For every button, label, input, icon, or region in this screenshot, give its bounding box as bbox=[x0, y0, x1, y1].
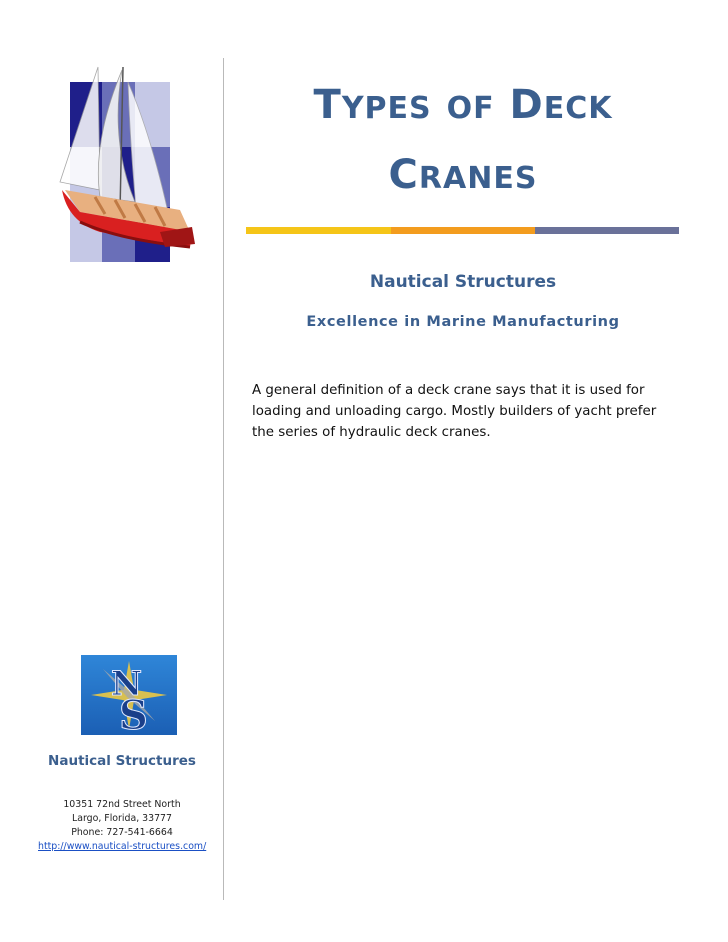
title-word-initial: D bbox=[509, 82, 544, 128]
intro-paragraph: A general definition of a deck crane says that it is used for loading and unloading cargo. Mostly builders of yacht prefer the series of hydraulic deck cranes. bbox=[252, 383, 657, 440]
phone-number: Phone: 727-541-6664 bbox=[71, 827, 173, 838]
title-word-rest: OF bbox=[446, 91, 495, 126]
accent-segment-yellow bbox=[246, 227, 391, 234]
ns-compass-logo-icon bbox=[81, 655, 177, 735]
title-word-rest: YPES bbox=[341, 91, 432, 126]
svg-text:N: N bbox=[111, 664, 143, 704]
accent-segment-slate bbox=[535, 227, 679, 234]
sidebar-company-name: Nautical Structures bbox=[48, 753, 196, 769]
sidebar-divider bbox=[223, 58, 224, 900]
company-name: Nautical Structures bbox=[369, 272, 557, 292]
accent-segment-orange bbox=[391, 227, 535, 234]
title-word-initial: T bbox=[313, 82, 342, 128]
title-word-rest: ECK bbox=[543, 91, 613, 126]
document-title bbox=[246, 72, 680, 212]
title-word-rest: RANES bbox=[418, 161, 538, 196]
tagline: Excellence in Marine Manufacturing bbox=[306, 314, 620, 330]
address-line-2: Largo, Florida, 33777 bbox=[72, 813, 172, 824]
website-link[interactable]: http://www.nautical-structures.com/ bbox=[38, 841, 207, 852]
title-accent-bar bbox=[246, 227, 679, 234]
title-line-2 bbox=[246, 142, 680, 212]
title-line-1 bbox=[246, 72, 680, 142]
svg-text:S: S bbox=[119, 692, 148, 735]
sailboat-icon bbox=[40, 62, 200, 267]
address-line-1: 10351 72nd Street North bbox=[63, 799, 181, 810]
contact-block bbox=[38, 798, 206, 854]
title-word-initial: C bbox=[388, 152, 419, 198]
